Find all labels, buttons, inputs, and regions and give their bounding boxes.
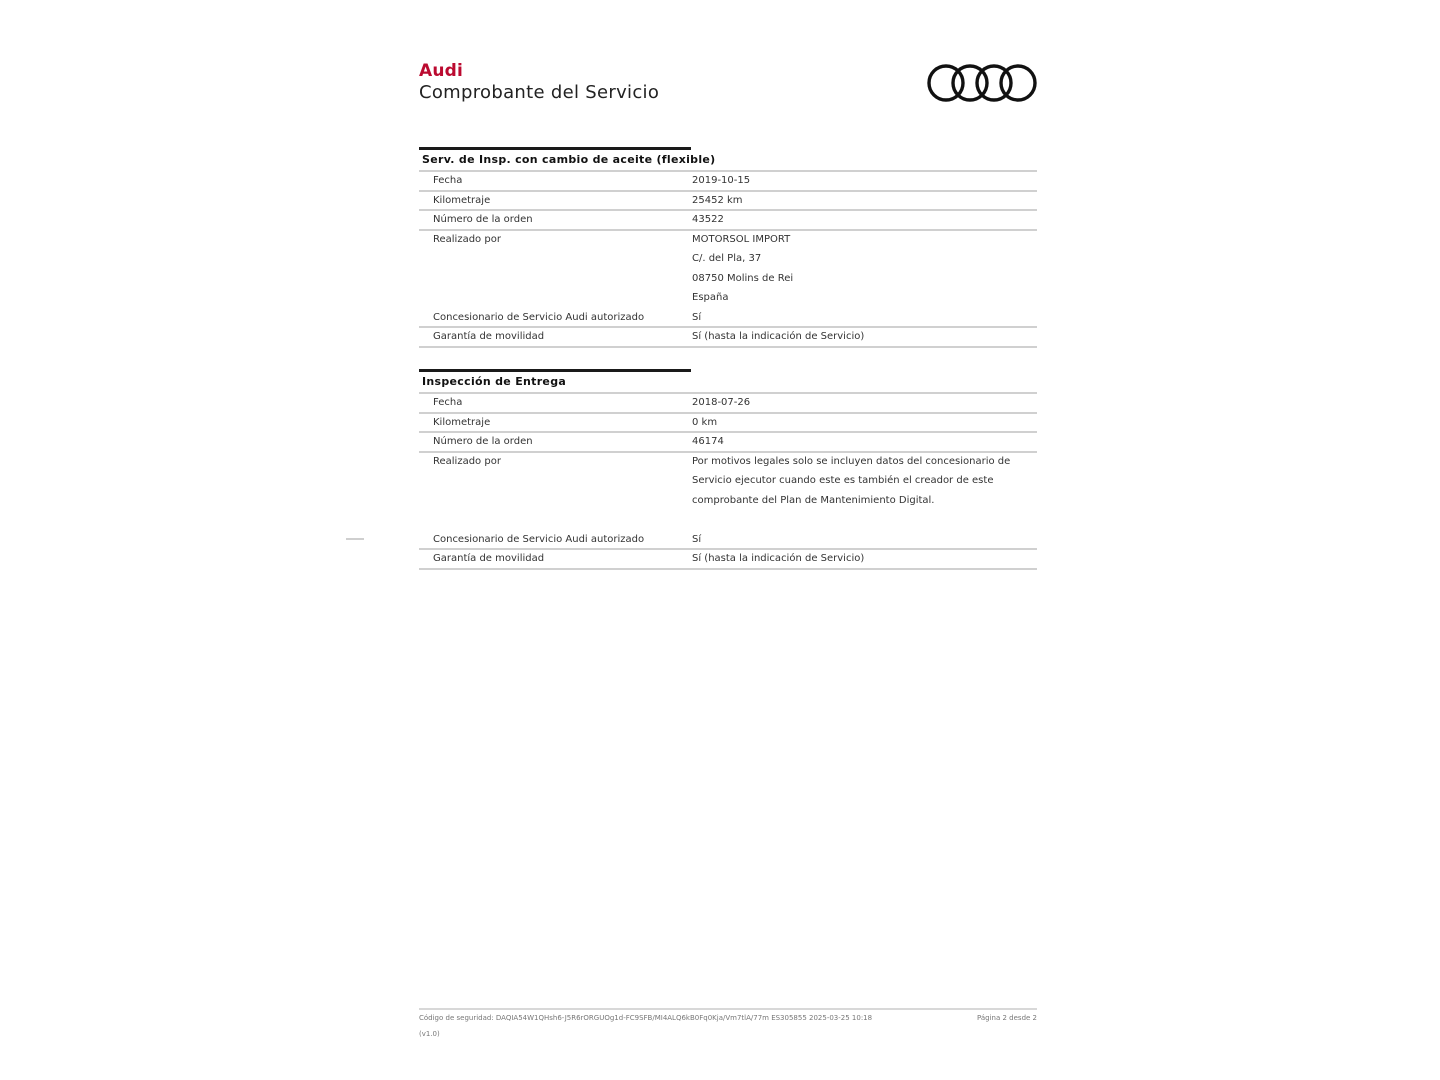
section-delivery-inspection (419, 369, 1037, 570)
row-label: Kilometraje (433, 194, 491, 206)
row-value: 43522 (692, 214, 724, 225)
row-realizado-por (419, 231, 1037, 309)
row-label: Número de la orden (433, 436, 533, 447)
row-label: Concesionario de Servicio Audi autorizado (433, 533, 645, 545)
dealer-country: España (692, 292, 729, 303)
page-number: Página 2 desde 2 (976, 1014, 1037, 1022)
row-label: Realizado por (433, 233, 501, 245)
row-numero-orden (419, 433, 1037, 453)
row-concesionario (419, 531, 1037, 551)
dealer-street: C/. del Pla, 37 (692, 253, 762, 264)
row-numero-orden (419, 211, 1037, 231)
row-garantia (419, 328, 1037, 348)
row-kilometraje (419, 414, 1037, 434)
dealer-city: 08750 Molins de Rei (692, 272, 794, 284)
security-code: Código de seguridad: DAQIA54W1QHsh6-J5R6rORGUOg1d-FC9SFB/MI4ALQ6kB0Fq0Kja/Vm7tlA/77m ES305855 2025-03-25 10:18 (419, 1014, 873, 1022)
dealer-name: MOTORSOL IMPORT (692, 233, 791, 245)
row-label: Garantía de movilidad (433, 331, 545, 342)
row-label: Garantía de movilidad (433, 553, 545, 564)
audi-rings-icon (927, 62, 1039, 104)
row-value: Sí (692, 311, 702, 323)
section-title: Inspección de Entrega (419, 372, 1037, 394)
legal-note-line: comprobante del Plan de Mantenimiento Digital. (692, 494, 935, 506)
row-label: Realizado por (433, 455, 501, 467)
row-label: Fecha (433, 175, 463, 186)
row-value: 0 km (692, 416, 718, 428)
row-realizado-por (419, 453, 1037, 531)
row-value: Sí (692, 533, 702, 545)
section-title: Serv. de Insp. con cambio de aceite (flexible) (419, 150, 1037, 172)
legal-note-line: Servicio ejecutor cuando este es también el creador de este (692, 475, 994, 486)
row-label: Número de la orden (433, 214, 533, 225)
row-kilometraje (419, 192, 1037, 212)
row-label: Concesionario de Servicio Audi autorizado (433, 311, 645, 323)
row-label: Fecha (433, 397, 463, 408)
row-value-legal-note (692, 453, 1037, 531)
row-value: 46174 (692, 436, 724, 447)
row-value: 25452 km (692, 194, 743, 206)
row-concesionario (419, 309, 1037, 329)
row-value: Sí (hasta la indicación de Servicio) (692, 553, 865, 564)
row-fecha (419, 394, 1037, 414)
legal-note-line: Por motivos legales solo se incluyen datos del concesionario de (692, 455, 1011, 467)
legal-note-spacer (692, 511, 1017, 531)
row-value-address (692, 231, 1037, 309)
service-record-page (419, 0, 1037, 1080)
page-footer (419, 1008, 1037, 1038)
brand-name: Audi (419, 61, 464, 81)
section-oil-service (419, 147, 1037, 348)
row-garantia (419, 550, 1037, 570)
document-title: Comprobante del Servicio (419, 82, 660, 103)
row-label: Kilometraje (433, 416, 491, 428)
row-value: 2019-10-15 (692, 175, 751, 186)
margin-mark (346, 538, 364, 540)
row-value: 2018-07-26 (692, 397, 751, 408)
version-label: (v1.0) (419, 1030, 440, 1038)
row-fecha (419, 172, 1037, 192)
row-value: Sí (hasta la indicación de Servicio) (692, 331, 865, 342)
